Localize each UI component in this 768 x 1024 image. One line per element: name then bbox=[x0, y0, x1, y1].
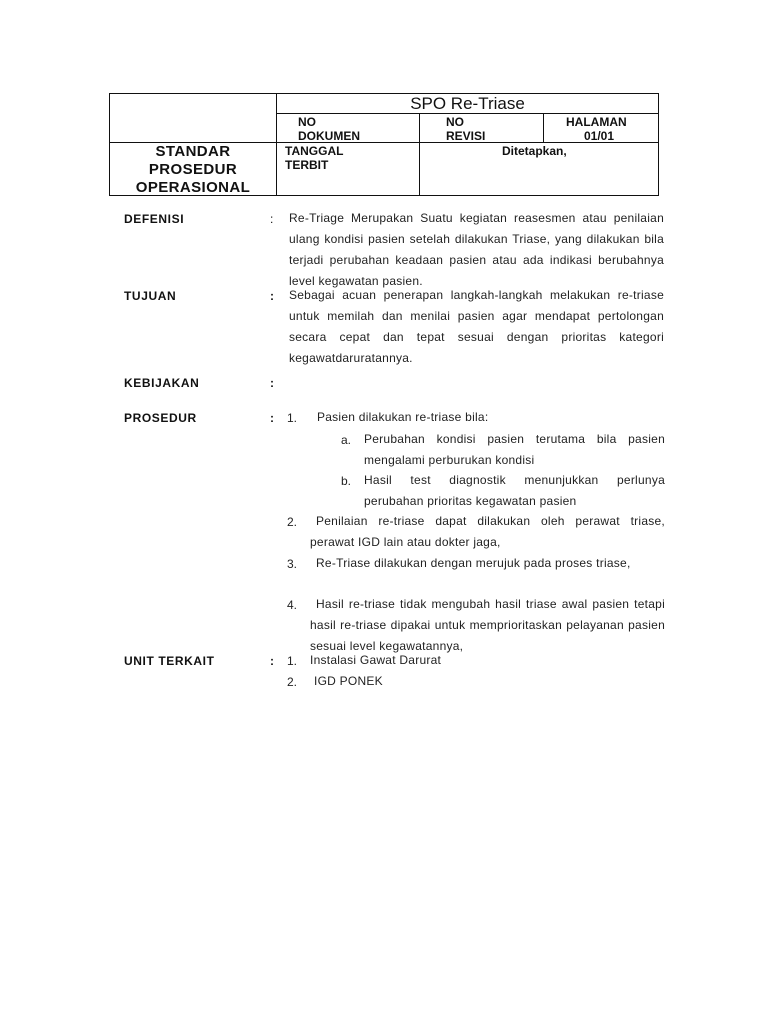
table-divider-col3 bbox=[543, 113, 544, 143]
unit-terkait-item-2-number: 2. bbox=[287, 675, 298, 689]
sop-title-line2: PROSEDUR bbox=[148, 161, 238, 178]
prosedur-item-3-text: Re-Triase dilakukan dengan merujuk pada proses triase, bbox=[316, 556, 631, 570]
defenisi-colon: : bbox=[270, 212, 274, 226]
prosedur-subitem-b-text: Hasil test diagnostik menunjukkan perlunya perubahan prioritas kegawatan pasien bbox=[364, 473, 665, 508]
prosedur-item-3-number: 3. bbox=[287, 557, 298, 571]
unit-terkait-item-1-number: 1. bbox=[287, 654, 298, 668]
document-title: SPO Re-Triase bbox=[410, 94, 525, 113]
kebijakan-colon: : bbox=[270, 376, 274, 390]
unit-terkait-item-1-text: Instalasi Gawat Darurat bbox=[310, 653, 442, 667]
tanggal-terbit-label: TANGGAL TERBIT bbox=[285, 144, 344, 172]
sop-title-line3: OPERASIONAL bbox=[135, 179, 251, 196]
tujuan-label: TUJUAN bbox=[124, 289, 177, 303]
tujuan-text: Sebagai acuan penerapan langkah-langkah melakukan re-triase untuk memilah dan menilai pasien agar mendapat pertolongan secara cepat dan tepat sesuai dengan prioritas kategori kegawatdaruratannya. bbox=[289, 288, 664, 365]
halaman-label: HALAMAN bbox=[566, 115, 627, 129]
prosedur-item-2-number: 2. bbox=[287, 515, 298, 529]
prosedur-item-1-number: 1. bbox=[287, 411, 298, 425]
defenisi-text: Re-Triage Merupakan Suatu kegiatan reasesmen atau penilaian ulang kondisi pasien setelah dilakukan Triase, yang dilakukan bila terjadi perubahan keadaan pasien atau ada indikasi berubahnya level kegawatan pasien. bbox=[289, 211, 664, 288]
prosedur-item-4-text: Hasil re-triase tidak mengubah hasil triase awal pasien tetapi hasil re-triase dipakai untuk memprioritaskan pelayanan pasien sesuai level kegawatannya, bbox=[310, 597, 665, 653]
defenisi-label: DEFENISI bbox=[124, 212, 185, 226]
prosedur-colon: : bbox=[270, 411, 274, 425]
no-revisi-label: NO REVISI bbox=[446, 115, 486, 143]
prosedur-subitem-a-text: Perubahan kondisi pasien terutama bila pasien mengalami perburukan kondisi bbox=[364, 432, 665, 467]
prosedur-item-4-number: 4. bbox=[287, 598, 298, 612]
ditetapkan-label: Ditetapkan, bbox=[502, 144, 567, 158]
halaman-value: 01/01 bbox=[584, 129, 615, 143]
prosedur-label: PROSEDUR bbox=[124, 411, 197, 425]
sop-title-line1: STANDAR bbox=[155, 143, 231, 160]
prosedur-item-1-text: Pasien dilakukan re-triase bila: bbox=[317, 410, 489, 424]
table-border-right bbox=[658, 93, 659, 196]
prosedur-subitem-a-letter: a. bbox=[341, 433, 352, 447]
table-divider-col2 bbox=[419, 113, 420, 196]
prosedur-item-2-text: Penilaian re-triase dapat dilakukan oleh perawat triase, perawat IGD lain atau dokter jaga, bbox=[310, 514, 665, 549]
unit-terkait-colon: : bbox=[270, 654, 274, 668]
unit-terkait-item-2-text: IGD PONEK bbox=[314, 674, 383, 688]
tujuan-colon: : bbox=[270, 289, 274, 303]
kebijakan-label: KEBIJAKAN bbox=[124, 376, 200, 390]
no-dokumen-label: NO DOKUMEN bbox=[298, 115, 360, 143]
unit-terkait-label: UNIT TERKAIT bbox=[124, 654, 215, 668]
prosedur-subitem-b-letter: b. bbox=[341, 474, 352, 488]
